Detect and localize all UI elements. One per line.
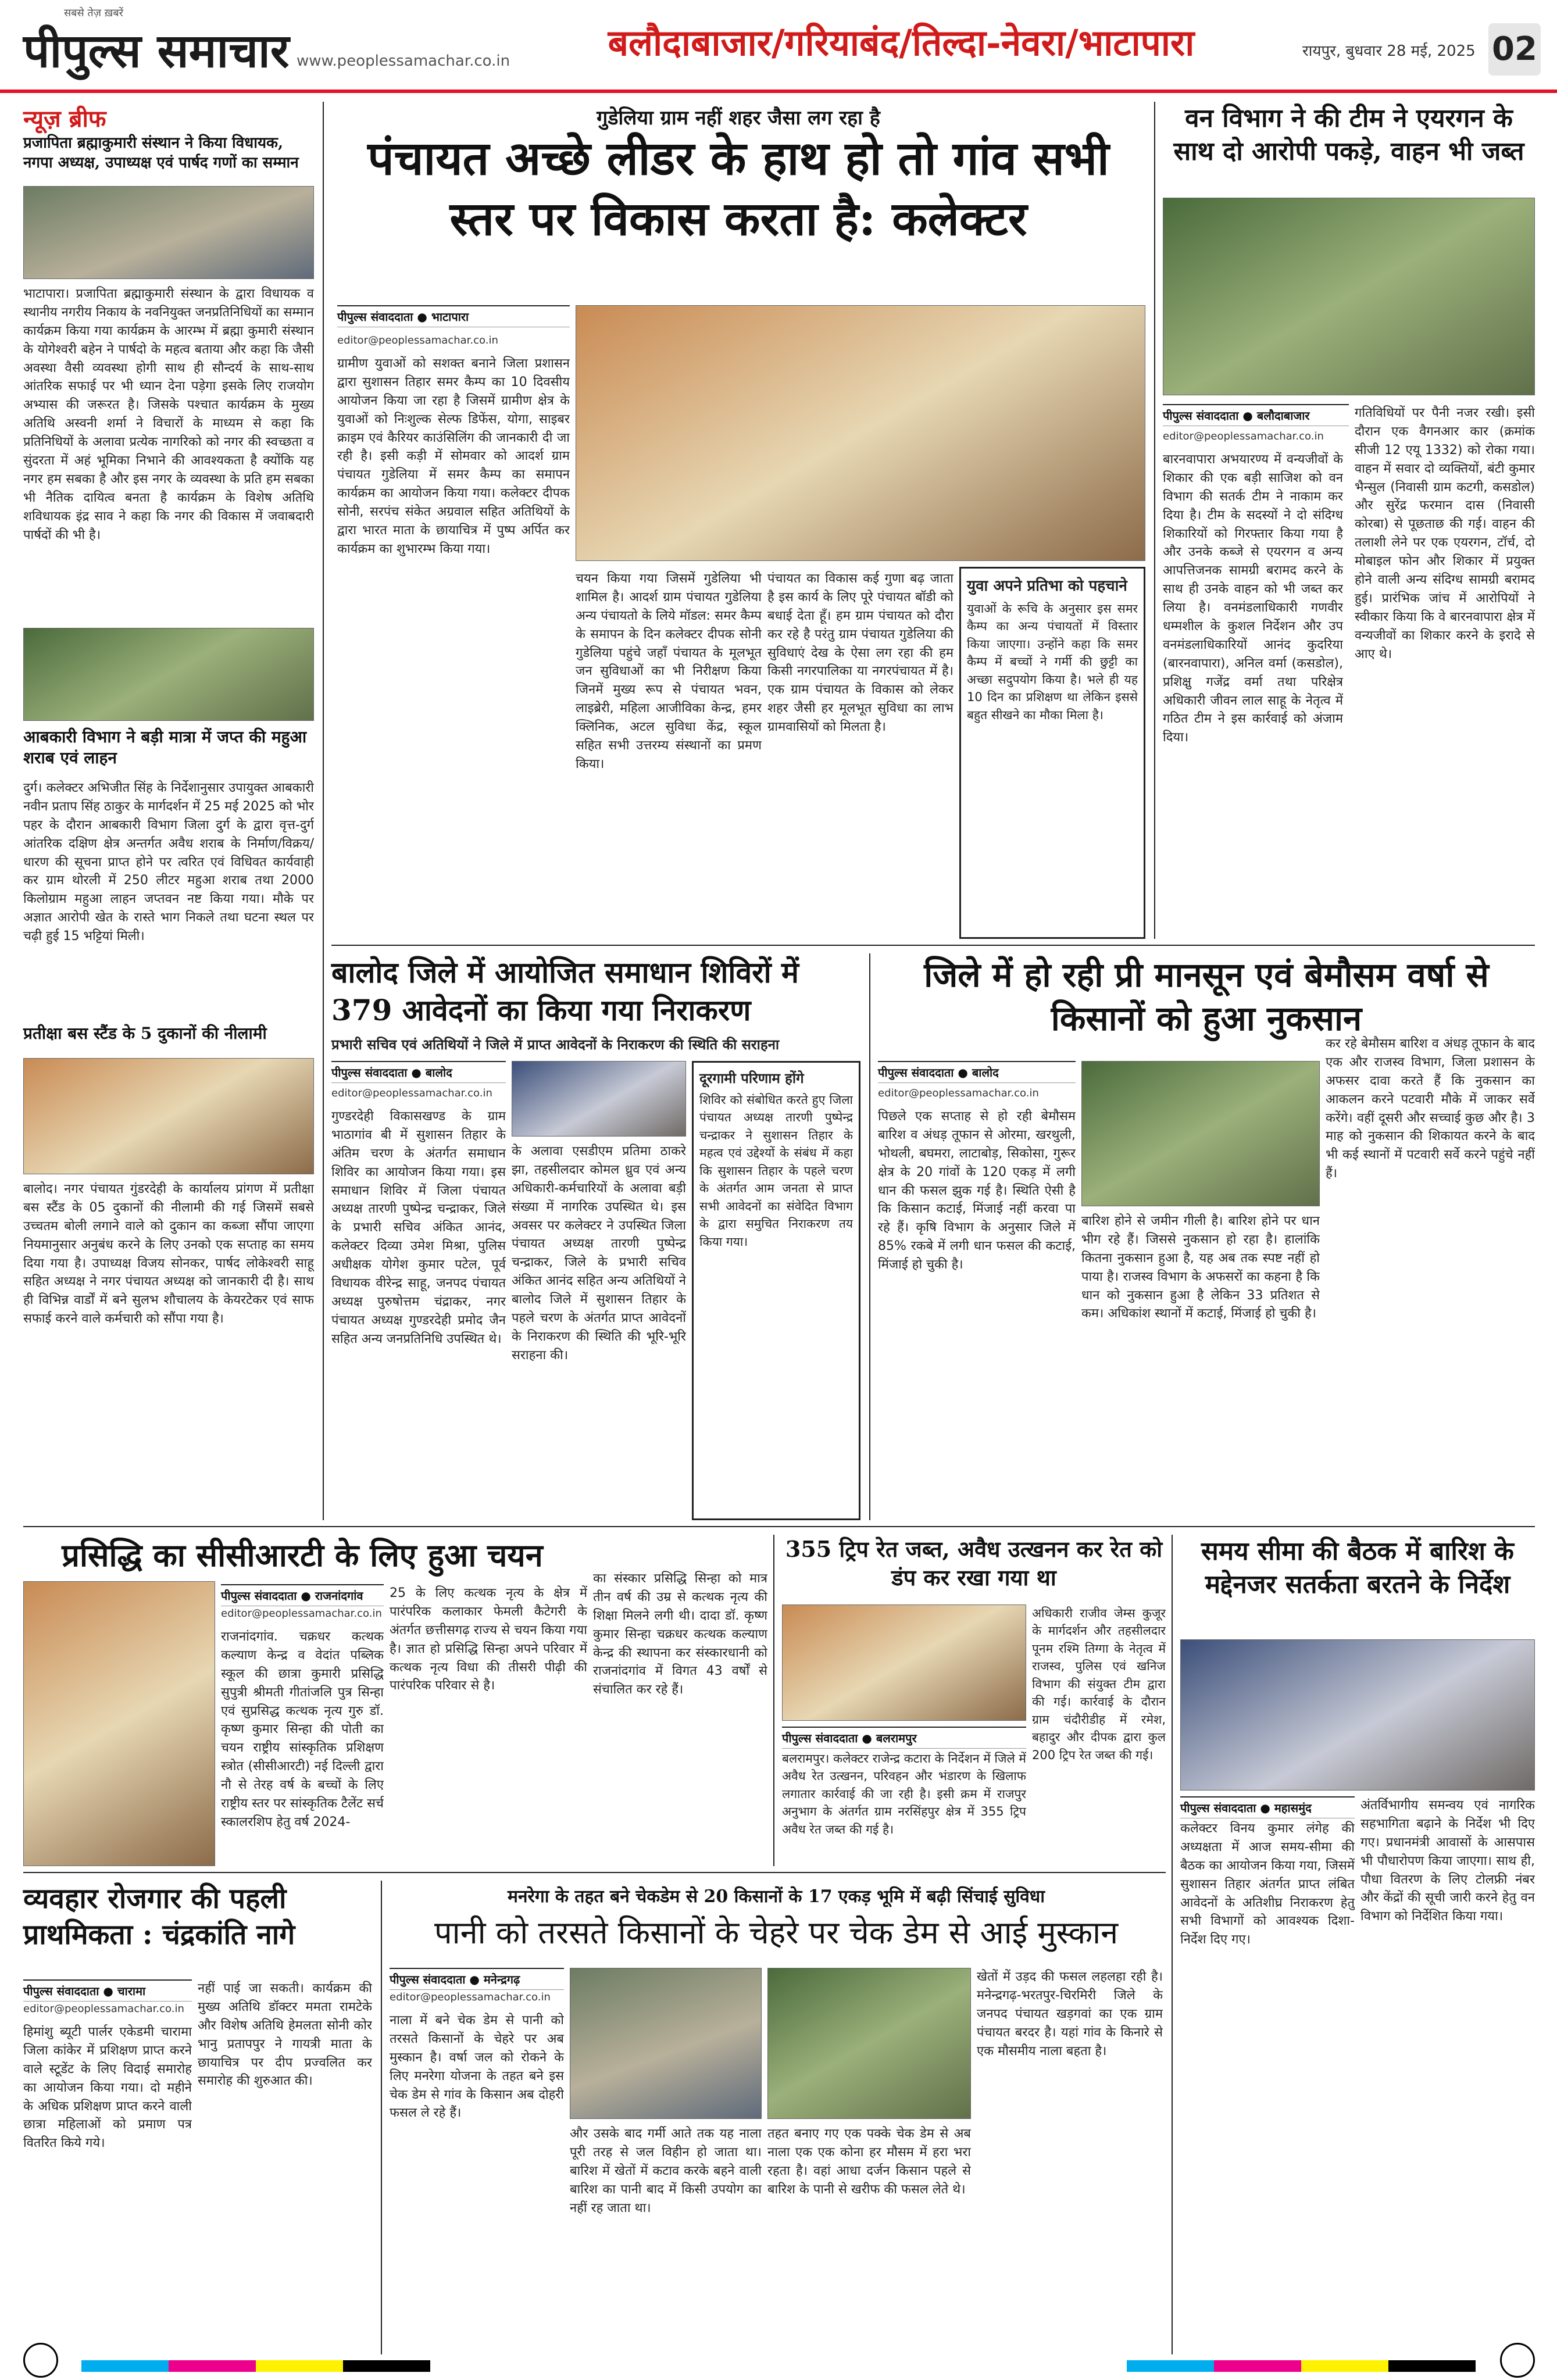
mnrega-col-3: तहत बनाए गए एक पक्के चेक डेम से अब नाला एक एक कोना हर मौसम में हरा भरा रहता है। वहां आधा दर्जन किसान पहले से बारिश के पानी से खरीफ की फसल लेते थे।	[767, 2127, 971, 2197]
forest-byline: पीपुल्स संवाददाता ● बलौदाबाजार	[1163, 404, 1349, 426]
edition-title: बलौदाबाजार/गरियाबंद/तिल्दा-नेवरा/भाटापारा	[608, 22, 1195, 64]
mnrega-kicker: मनरेगा के तहत बने चेकडेम से 20 किसानों के 17 एकड़ भूमि में बढ़ी सिंचाई सुविधा	[507, 1886, 1045, 1907]
lead-sidebar-box	[959, 567, 1145, 939]
section-rule	[23, 1872, 1166, 1873]
section-rule	[23, 1526, 1535, 1527]
lead-kicker: गुडेलिया ग्राम नहीं शहर जैसा लग रहा है	[597, 106, 880, 130]
brief-3-photo	[23, 1058, 314, 1174]
ccrt-headline: प्रसिद्धि का सीसीआरटी के लिए हुआ चयन	[62, 1536, 543, 1574]
page-number: 02	[1488, 23, 1541, 76]
brief-1-title: प्रजापिता ब्रह्माकुमारी संस्थान ने किया विधायक, नगपा अध्यक्ष, उपाध्यक्ष एवं पार्षद गणों का सम्मान	[23, 134, 299, 171]
mnrega-col-4: खेतों में उड़द की फसल लहलहा रही है। मनेन्द्रगढ़-भरतपुर-चिरमिरी जिले के जनपद पंचायत खड़गवां का एक ग्राम पंचायत बरदर है। यहां गांव के किनारे से एक मौसमीय नाला बहता है।	[977, 1970, 1163, 2059]
beauty-col-1: हिमांशु ब्यूटी पार्लर एकेडमी चारामा जिला कांकेर में प्रशिक्षण प्राप्त करने वाले स्टूडेंट के लिए विदाई समारोह का आयोजन किया गया। दो महीने के अधिक प्रशिक्षण प्राप्त करने वाली छात्रा महिलाओं को प्रमाण पत्र वितरित किये गये।	[23, 2025, 192, 2151]
beauty-byline: पीपुल्स संवाददाता ● चारामा	[23, 1979, 192, 2002]
ccrt-email[interactable]: editor@peoplessamachar.co.in	[221, 1607, 382, 1620]
balod-headline: बालोद जिले में आयोजित समाधान शिविरों में 379 आवेदनों का किया गया निराकरण	[331, 955, 799, 1027]
dateline: रायपुर, बुधवार 28 मई, 2025	[1302, 42, 1476, 60]
monsoon-byline: पीपुल्स संवाददाता ● बालोद	[878, 1061, 1076, 1083]
logo-tagline: सबसे तेज़ ख़बरें	[64, 7, 124, 19]
mnrega-email[interactable]: editor@peoplessamachar.co.in	[390, 1991, 551, 2003]
monsoon-col-3: कर रहे बेमौसम बारिश व अंधड़ तूफान के बाद एक और राजस्व विभाग, जिला प्रशासन के अफसर दावा करते हैं कि नुकसान का आकलन करने पटवारी मौके में जाकर सर्वे करेंगे। वहीं दूसरी और सच्चाई कुछ और है। 3 माह को नुकसान की शिकायत करने के बाद भी कई स्थानों में पटवारी सर्वे करने पहुंचे नहीं हैं।	[1326, 1037, 1535, 1181]
meeting-col-2: अंतर्विभागीय समन्वय एवं नागरिक सहभागिता बढ़ाने के निर्देश भी दिए गए। प्रधानमंत्री आवासों के आसपास भी पौधारोपण किया जाएगा। साथ ही, पौधा वितरण के लिए टोलफ्री नंबर और केंद्रों की सूची जारी करने हेतु वन विभाग को निर्देशित किया गया।	[1360, 1798, 1535, 1924]
monsoon-email[interactable]: editor@peoplessamachar.co.in	[878, 1087, 1039, 1099]
registration-mark	[23, 2343, 58, 2378]
meeting-col-1: कलेक्टर विनय कुमार लंगेह की अध्यक्षता में आज समय-सीमा की बैठक का आयोजन किया गया, जिसमें सुशासन तिहार अंतर्गत प्राप्त लंबित आवेदनों के अतिशीघ्र निराकरण हेतु सभी विभागों को आवश्यक दिशा-निर्देश दिए गए।	[1180, 1821, 1355, 1947]
meeting-headline: समय सीमा की बैठक में बारिश के मद्देनजर सतर्कता बरतने के निर्देश	[1201, 1536, 1514, 1600]
meeting-photo	[1180, 1639, 1535, 1791]
lead-col-3: पंचायत का विकास कई गुणा बढ़ जाता है इस कार्य के लिए पूरे पंचायत बॉडी को बधाई देता हूँ। हम ग्राम पंचायत को दौरा कर रहे है परंतु ग्राम पंचायत गुडेलिया की सुविधाएं देख के ऐसा लग रहा की हम किसी नगरपालिका या नगरपंचायत में है। एक ग्राम पंचायत के विकास को लेकर शहर जैसी हर मूलभूत सुविधा का लाभ ग्रामवासियों को मिलता है।	[767, 571, 954, 735]
column-rule	[773, 1535, 774, 1866]
monsoon-headline: जिले में हो रही प्री मानसून एवं बेमौसम वर्षा से किसानों को हुआ नुकसान	[924, 955, 1489, 1039]
lead-col-1: ग्रामीण युवाओं को सशक्त बनाने जिला प्रशासन द्वारा सुशासन तिहार समर कैम्प का 10 दिवसीय आयोजन किया जा रहा है जिसमें ग्रामीण क्षेत्र के युवाओं को निःशुल्क सेल्फ डिफेंस, योगा, साइबर क्राइम एवं कैरियर काउंसिलिंग की जानकारी दी जा रही है। इसी कड़ी में सोमवार को आदर्श ग्राम पंचायत गुडेलिया में समर कैम्प का समापन कार्यक्रम का आयोजन किया गया। कलेक्टर दीपक सोनी, सरपंच संकेत अग्रवाल सहित अतिथियों के द्वारा भारत माता के छायाचित्र में पुष्प अर्पित कर कार्यक्रम का शुभारम्भ किया गया।	[337, 356, 570, 556]
lead-headline: पंचायत अच्छे लीडर के हाथ हो तो गांव सभी स्तर पर विकास करता है: कलेक्टर	[367, 131, 1109, 246]
color-bar	[1127, 2360, 1476, 2372]
masthead	[0, 0, 1557, 93]
brief-1-photo	[23, 186, 314, 279]
lead-photo	[576, 305, 1145, 561]
sand-headline: 355 ट्रिप रेत जब्त, अवैध उत्खनन कर रेत को डंप कर रखा गया था	[785, 1536, 1163, 1591]
forest-col-2: गतिविधियों पर पैनी नजर रखी। इसी दौरान एक वैगनआर कार (क्रमांक सीजी 12 एयू 1332) को रोका गया। वाहन में सवार दो व्यक्तियों, बंटी कुमार भैन्सुल (निवासी ग्राम कटगी, कसडोल) और सुरेंद्र फरमान दास (निवासी कोरबा) से पूछताछ की गई। वाहन की तलाशी लेने पर एक एयरगन, टॉर्च, दो मोबाइल फोन और शिकार में प्रयुक्त होने वाली अन्य संदिग्ध सामग्री बरामद हुई। प्रारंभिक जांच में आरोपियों ने स्वीकार किया कि वे बारनवापारा क्षेत्र में वन्यजीवों का शिकार करने के इरादे से आए थे।	[1355, 406, 1535, 662]
balod-col-1: गुण्डरदेही विकासखण्ड के ग्राम भाठागांव बी में सुशासन तिहार के अंतिम चरण के अंतर्गत समाधान शिविर का आयोजन किया गया। इस समाधान शिविर में जिला पंचायत अध्यक्ष तारणी पुष्पेन्द्र चन्द्राकर, जिले के प्रभारी सचिव अंकित आनंद, कलेक्टर दिव्या उमेश मिश्रा, पुलिस अधीक्षक योगेश कुमार पटेल, पूर्व विधायक वीरेन्द्र साहू, जनपद पंचायत अध्यक्ष पुरुषोत्तम चंद्राकर, नगर पंचायत अध्यक्ष गुण्डरदेही प्रमोद जैन सहित अन्य जनप्रतिनिधि उपस्थित थे।	[331, 1109, 506, 1346]
website-url[interactable]: www.peoplessamachar.co.in	[297, 52, 510, 70]
balod-col-2: के अलावा एसडीएम प्रतिमा ठाकरे झा, तहसीलदार कोमल ध्रुव एवं अन्य अधिकारी-कर्मचारियों के अलावा बड़ी संख्या में नागरिक उपस्थित थे। इस अवसर पर कलेक्टर ने उपस्थित जिला पंचायत अध्यक्ष तारणी पुष्पेन्द्र चन्द्राकर, जिले के प्रभारी सचिव अंकित आनंद सहित अन्य अतिथियों ने बालोद जिले में सुशासन तिहार के पहले चरण के अंतर्गत प्राप्त आवेदनों के निराकरण की स्थिति की भूरि-भूरि सराहना की।	[512, 1144, 686, 1363]
color-bar	[81, 2360, 430, 2372]
section-rule	[331, 945, 1535, 946]
column-rule	[869, 953, 870, 1520]
brief-2-photo	[23, 628, 314, 721]
lead-col-2: चयन किया गया जिसमें गुडेलिया भी शामिल है। आदर्श ग्राम पंचायत गुडेलिया अन्य पंचायतो के लिये मॉडल: समर कैम्प के समापन के दिन कलेक्टर दीपक सोनी गुडेलिया पहुंचे जहाँ पंचायत के मूलभूत जन सुविधाओं का भी निरीक्षण किया जिनमें मुख्य रूप से पंचायत भवन, लाइब्रेरी, महिला आजीविका केन्द्र, हमर क्लिनिक, अटल सुविधा केंद्र, स्कूल सहित सभी उत्तरम्य संस्थानों का प्रमण किया।	[576, 571, 762, 771]
mnrega-photo-1	[570, 1968, 762, 2119]
sand-photo	[782, 1604, 1026, 1721]
mnrega-headline: पानी को तरसते किसानों के चेहरे पर चेक डेम से आई मुस्कान	[434, 1914, 1119, 1951]
lead-box-body: युवाओं के रूचि के अनुसार इस समर कैम्प का अन्य पंचायतों में विस्तार किया जाएगा। उन्होंने कहा कि समर कैम्प में बच्चों ने गर्मी की छुट्टी का अच्छा सदुपयोग किया है। भले ही यह 10 दिन का प्रशिक्षण था लेकिन इससे बहुत सीखने का मौका मिला है।	[967, 602, 1138, 722]
ccrt-photo	[23, 1581, 215, 1866]
column-rule	[323, 102, 324, 1520]
beauty-col-2: नहीं पाई जा सकती। कार्यक्रम की मुख्य अतिथि डॉक्टर ममता रामटेके और विशेष अतिथि हेमलता सोनी कोर भानु प्रतापपुर ने गायत्री माता के छायाचित्र पर दीप प्रज्वलित कर समारोह की शुरुआत की।	[198, 1981, 372, 2089]
balod-box-body: शिविर को संबोधित करते हुए जिला पंचायत अध्यक्ष तारणी पुष्पेन्द्र चन्द्राकर ने सुशासन तिहार के महत्व एवं उद्देश्यों के संबंध में कहा कि सुशासन तिहार के पहले चरण के अंतर्गत आम जनता से प्राप्त सभी आवेदनों का संवेदित विभाग के द्वारा समुचित निराकरण तय किया गया।	[699, 1093, 853, 1249]
sand-byline: पीपुल्स संवाददाता ● बलरामपुर	[782, 1727, 1026, 1749]
brief-2-title: आबकारी विभाग ने बड़ी मात्रा में जप्त की महुआ शराब एवं लाहन	[23, 727, 307, 768]
forest-email[interactable]: editor@peoplessamachar.co.in	[1163, 430, 1324, 442]
lead-box-title: युवा अपने प्रतिभा को पहचाने	[967, 577, 1127, 595]
forest-headline: वन विभाग ने की टीम ने एयरगन के साथ दो आरोपी पकड़े, वाहन भी जब्त	[1173, 103, 1524, 167]
brief-3-title: प्रतीक्षा बस स्टैंड के 5 दुकानों की नीलामी	[23, 1024, 267, 1043]
news-brief-label: न्यूज़ ब्रीफ	[23, 105, 106, 133]
forest-col-1: बारनवापारा अभयारण्य में वन्यजीवों के शिकार की एक बड़ी साजिश को वन विभाग की सतर्क टीम ने नाकाम कर दिया है। टीम के सदस्यों ने दो संदिग्ध शिकारियों को गिरफ्तार किया गया है और उनके कब्जे से एयरगन व अन्य आपत्तिजनक सामग्री बरामद करने के साथ ही उनके वाहन को भी जब्त कर लिया है। वनमंडलाधिकारी गणवीर धम्मशील के कुशल निर्देशन और उप वनमंडलाधिकारियों आनंद कुदरिया (बारनवापारा), अनिल वर्मा (कसडोल), प्रशिक्षु गजेंद्र वर्मा तथा परिक्षेत्र अधिकारी जीवन लाल साहू के नेतृत्व में गठित टीम ने इस कार्रवाई को अंजाम दिया।	[1163, 452, 1343, 745]
ccrt-byline: पीपुल्स संवाददाता ● राजनांदगांव	[221, 1584, 384, 1606]
brief-1-body: भाटापारा। प्रजापिता ब्रह्माकुमारी संस्थान के द्वारा विधायक व स्थानीय नगरीय निकाय के नवनियुक्त जनप्रतिनिधियों का सम्मान कार्यक्रम किया गया कार्यक्रम के आरम्भ में ब्रह्मा कुमारी संस्थान के योगेश्वरी बहेन ने पार्षदो के महत्व बताया और कहा कि जैसी अवस्था वैसी व्यवस्था होगी साथ ही सौन्दर्य के साथ-साथ आंतरिक सफाई पर भी ध्यान देना पड़ेगा इसके लिए राजयोग अभ्यास की जरूरत है। जिसके पश्चात कार्यक्रम के मुख्य अतिथि अस्वनी शर्मा ने विचारों के माध्यम से कहा कि प्रतिनिधियों के अलावा प्रत्येक नागरिको को नगर की स्वच्छता व सुंदरता में अहं भूमिका निभाने की आवश्यकता है क्योंकि यह नगर हम सबका है और इस नगर के व्यवस्था के प्रति हम सबका भी नैतिक दायित्व बनता है कार्यक्रम के विशेष अतिथि शविधायक इंद्र साव ने कहा कि नगर की विकास में जवाबदारी पार्षदों की भी है।	[23, 287, 314, 542]
monsoon-col-1: पिछले एक सप्ताह से हो रही बेमौसम बारिश व अंधड़ तूफान से ओरमा, खरथुली, भोथली, बघमरा, लाटाबोड़, सिकोसा, गुरूर क्षेत्र के 20 गांवों के 120 एकड़ में लगी धान की फसल झुक गई है। स्थिति ऐसी है कि किसान कटाई, मिंजाई नहीं करवा पा रहे हैं। कृषि विभाग के अनुसार जिले में 85% रकबे में लगी धान फसल की कटाई, मिंजाई हो चुकी है।	[878, 1109, 1076, 1273]
brief-2-body: दुर्ग। कलेक्टर अभिजीत सिंह के निर्देशानुसार उपायुक्त आबकारी नवीन प्रताप सिंह ठाकुर के मार्गदर्शन में 25 मई 2025 को भोर पहर के दौरान आबकारी विभाग जिला दुर्ग के द्वारा वृत्त-दुर्ग आंतरिक दक्षिण क्षेत्र अन्तर्गत अवैध शराब के निर्माण/विक्रय/धारण की सूचना प्राप्त होने पर त्वरित एवं विधिवत कार्यवाही कर ग्राम थोरली में 250 लीटर महुआ शराब तथा 2000 किलोग्राम महुआ लाहन जप्तवन नष्ट किया गया। मौके पर अज्ञात आरोपी खेत के रास्ते भाग निकले तथा घटना स्थल पर चढ़ी हुई 15 भट्टियां मिली।	[23, 781, 314, 944]
balod-sidebar-box	[692, 1061, 860, 1520]
beauty-headline: व्यवहार रोजगार की पहली प्राथमिकता : चंद्रकांति नागे	[23, 1882, 295, 1952]
mnrega-col-1: नाला में बने चेक डेम से पानी को तरसते किसानों के चेहरे पर अब मुस्कान है। वर्षा जल को रोकने के लिए मनरेगा योजना के तहत बने इस चेक डेम से गांव के किसान अब दोहरी फसल ले रहे हैं।	[390, 2013, 564, 2121]
sand-body-2: अधिकारी राजीव जेम्स कुजूर के मार्गदर्शन और तहसीलदार पूनम रश्मि तिग्गा के नेतृत्व में राजस्व, पुलिस एवं खनिज विभाग की संयुक्त टीम द्वारा की गई। कार्रवाई के दौरान ग्राम चंदौरीडीह में रमेश, बहादुर और दीपक द्वारा कुल 200 ट्रिप रेत जब्त की गई।	[1032, 1606, 1166, 1762]
balod-subhead: प्रभारी सचिव एवं अतिथियों ने जिले में प्राप्त आवेदनों के निराकरण की स्थिति की सराहना	[331, 1037, 780, 1053]
ccrt-col-3: का संस्कार प्रसिद्धि सिन्हा को मात्र तीन वर्ष की उम्र से कत्थक नृत्य की शिक्षा मिलने लगी थी। दादा डॉ. कृष्ण कुमार सिन्हा चक्रधर कत्थक कल्याण केन्द्र की स्थापना कर संस्कारधानी को राजनांदगांव में विगत 43 वर्षों से संचालित कर रहे हैं।	[593, 1571, 767, 1698]
column-rule	[1172, 1535, 1173, 2354]
mnrega-photo-2	[767, 1968, 971, 2119]
sand-body-1: बलरामपुर। कलेक्टर राजेन्द्र कटारा के निर्देशन में जिले में अवैध रेत उत्खनन, परिवहन और भंडारण के खिलाफ लगातार कार्रवाई की जा रही है। इसी क्रम में राजपुर अनुभाग के अंतर्गत ग्राम नरसिंहपुर क्षेत्र में 355 ट्रिप अवैध रेत जब्त की गई है।	[782, 1752, 1026, 1836]
monsoon-photo	[1081, 1061, 1320, 1206]
balod-email[interactable]: editor@peoplessamachar.co.in	[331, 1087, 492, 1099]
beauty-email[interactable]: editor@peoplessamachar.co.in	[23, 2003, 184, 2015]
ccrt-col-2: 25 के लिए कत्थक नृत्य के क्षेत्र में पारंपरिक कलाकार फेमली कैटेगरी के अंतर्गत छत्तीसगढ़ राज्य से चयन किया गया है। ज्ञात हो प्रसिद्धि सिन्हा अपने परिवार में कत्थक नृत्य विधा की तीसरी पीढ़ी की पारंपरिक परिवार से है।	[390, 1586, 587, 1693]
forest-photo	[1163, 198, 1535, 395]
column-rule	[381, 1881, 382, 2354]
column-rule	[1154, 102, 1155, 939]
lead-email[interactable]: editor@peoplessamachar.co.in	[337, 334, 498, 346]
registration-mark	[1500, 2343, 1535, 2378]
meeting-byline: पीपुल्स संवाददाता ● महासमुंद	[1180, 1796, 1355, 1818]
balod-box-title: दूरगामी परिणाम होंगे	[699, 1070, 804, 1087]
newspaper-logo: पीपुल्स समाचार	[23, 23, 290, 78]
balod-photo	[512, 1061, 686, 1137]
lead-byline: पीपुल्स संवाददाता ● भाटापारा	[337, 305, 570, 327]
mnrega-byline: पीपुल्स संवाददाता ● मनेन्द्रगढ़	[390, 1968, 564, 1990]
ccrt-col-1: राजनांदगांव. चक्रधर कत्थक कल्याण केन्द्र व वेदांत पब्लिक स्कूल की छात्रा कुमारी प्रसिद्धि सुपुत्री श्रीमती गीतांजलि पुत्र सिन्हा एवं सुप्रसिद्ध कत्थक नृत्य गुरु डॉ. कृष्ण कुमार सिन्हा की पोती का चयन राष्ट्रीय सांस्कृतिक प्रशिक्षण स्त्रोत (सीसीआरटी) नई दिल्ली द्वारा नौ से तेरह वर्ष के बच्चों के लिए राष्ट्रीय स्तर पर सांस्कृतिक टैलेंट सर्च स्कालरशिप हेतु वर्ष 2024-	[221, 1629, 384, 1829]
brief-3-body: बालोद। नगर पंचायत गुंडरदेही के कार्यालय प्रांगण में प्रतीक्षा बस स्टैंड के 05 दुकानों की नीलामी की गई जिसमें सबसे उच्चतम बोली लगाने वाले को दुकान का कब्जा सौंपा जाएगा नियमानुसार अनुबंध करने के लिए उनको एक सप्ताह का समय दिया गया है। उपाध्यक्ष विजय सोनकर, पार्षद लोकेश्वरी साहू सहित अध्यक्ष ने नगर पंचायत अध्यक्ष को जानकारी दी है। साथ ही विभिन्न वार्डों में बने सुलभ शौचालय के केयरटेकर एवं साफ सफाई करने वाले कर्मचारी को सौंपा गया है।	[23, 1182, 314, 1327]
monsoon-col-2: बारिश होने से जमीन गीली है। बारिश होने पर धान भीग रहे हैं। जिससे नुकसान हो रहा है। हालांकि कितना नुकसान हुआ है, यह अब तक स्पष्ट नहीं हो पाया है। राजस्व विभाग के अफसरों का कहना है कि धान को नुकसान हुआ है लेकिन 33 प्रतिशत से कम। अधिकांश स्थानों में कटाई, मिंजाई हो चुकी है।	[1081, 1214, 1320, 1321]
mnrega-col-2: और उसके बाद गर्मी आते तक यह नाला पूरी तरह से जल विहीन हो जाता था। बारिश में खेतों में कटाव करके बहने वाली बारिश का पानी बाद में किसी उपयोग का नहीं रह जाता था।	[570, 2127, 762, 2215]
balod-byline: पीपुल्स संवाददाता ● बालोद	[331, 1061, 506, 1083]
